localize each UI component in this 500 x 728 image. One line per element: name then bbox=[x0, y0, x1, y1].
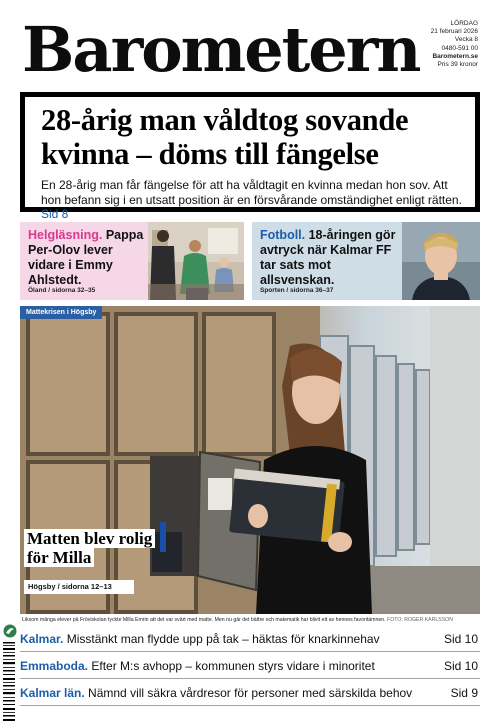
brief-headline: Efter M:s avhopp – kommunen styrs vidare i minoritet bbox=[91, 659, 375, 673]
brief-page-ref: Sid 10 bbox=[443, 632, 478, 646]
brief-kicker: Emmaboda. bbox=[20, 659, 89, 673]
brief-page-ref: Sid 9 bbox=[450, 686, 478, 700]
teaser-left-kicker: Helgläsning. bbox=[28, 228, 103, 242]
teaser-left-headline: Pappa Per-Olov lever vidare i Emmy Ahlstedt. bbox=[28, 228, 144, 287]
website-link[interactable]: Barometern.se bbox=[432, 52, 478, 60]
issue-day: LÖRDAG bbox=[450, 20, 478, 27]
feature-caption bbox=[22, 617, 480, 624]
feature-footer: Högsby / sidorna 12–13 bbox=[24, 580, 134, 594]
masthead-logo: Barometern bbox=[22, 13, 420, 86]
brief-item[interactable] bbox=[20, 628, 480, 652]
brief-text bbox=[20, 686, 430, 701]
masthead bbox=[22, 13, 420, 86]
lead-story[interactable] bbox=[20, 92, 480, 221]
feature-photo bbox=[20, 306, 480, 614]
teaser-right-photo bbox=[402, 222, 480, 300]
lead-headline[interactable]: 28-årig man våldtog sovande kvinna – döms till fängelse bbox=[41, 103, 409, 171]
brief-headline: Nämnd vill säkra vårdresor för personer med särskilda behov bbox=[88, 686, 413, 700]
news-briefs bbox=[20, 628, 480, 709]
feature-tag: Mattekrisen i Högsby bbox=[20, 306, 102, 319]
issue-date: 21 februari 2026 bbox=[430, 28, 478, 36]
issue-price: Pris 39 kronor bbox=[437, 61, 478, 69]
brief-kicker: Kalmar. bbox=[20, 632, 64, 646]
teaser-right-headline: 18-åringen gör avtryck när Kalmar FF tar sats mot allsvenskan. bbox=[260, 228, 396, 287]
brief-item[interactable] bbox=[20, 682, 480, 706]
issue-week: Vecka 8 bbox=[454, 36, 478, 44]
feature-headline[interactable] bbox=[24, 529, 164, 567]
ecolabel-icon bbox=[3, 624, 17, 638]
barcode-icon bbox=[3, 640, 17, 724]
teaser-left-text bbox=[28, 228, 150, 288]
lead-deck bbox=[41, 178, 471, 222]
lead-page-ref[interactable]: Sid 8 bbox=[41, 207, 69, 221]
teaser-left-photo bbox=[148, 222, 244, 300]
teaser-right-text bbox=[260, 228, 400, 288]
lead-deck-text: En 28-årig man får fängelse för att ha våldtagit en kvinna medan hon sov. Att hon befann sig i en utsatt position är en försvårande omständighet enligt rätten. bbox=[41, 178, 462, 207]
brief-page-ref: Sid 10 bbox=[443, 659, 478, 673]
feature-caption-text: Liksom många elever på Fröviskolan tyckte Milla Emrin att det var svårt med matte. Men nu går det bättre och matematik har blivit ett av hennes favoritämnen. bbox=[22, 617, 386, 623]
phone-number: 0480-591 00 bbox=[441, 44, 478, 52]
teaser-right-kicker: Fotboll. bbox=[260, 228, 306, 242]
teaser-left-footer: Öland / sidorna 32–35 bbox=[28, 287, 96, 294]
issue-meta bbox=[388, 20, 478, 69]
teaser-weekend-read[interactable] bbox=[20, 222, 244, 300]
teaser-right-footer: Sporten / sidorna 36–37 bbox=[260, 287, 334, 294]
brief-item[interactable] bbox=[20, 655, 480, 679]
photo-credit: FOTO: ROGER KARLSSON bbox=[387, 617, 453, 623]
teaser-sports[interactable] bbox=[252, 222, 480, 300]
brief-text bbox=[20, 659, 430, 674]
brief-text bbox=[20, 632, 430, 647]
brief-kicker: Kalmar län. bbox=[20, 686, 85, 700]
feature-headline-text: Matten blev rolig för Milla bbox=[24, 529, 155, 567]
brief-headline: Misstänkt man flydde upp på tak – häktas för knarkinnehav bbox=[66, 632, 380, 646]
